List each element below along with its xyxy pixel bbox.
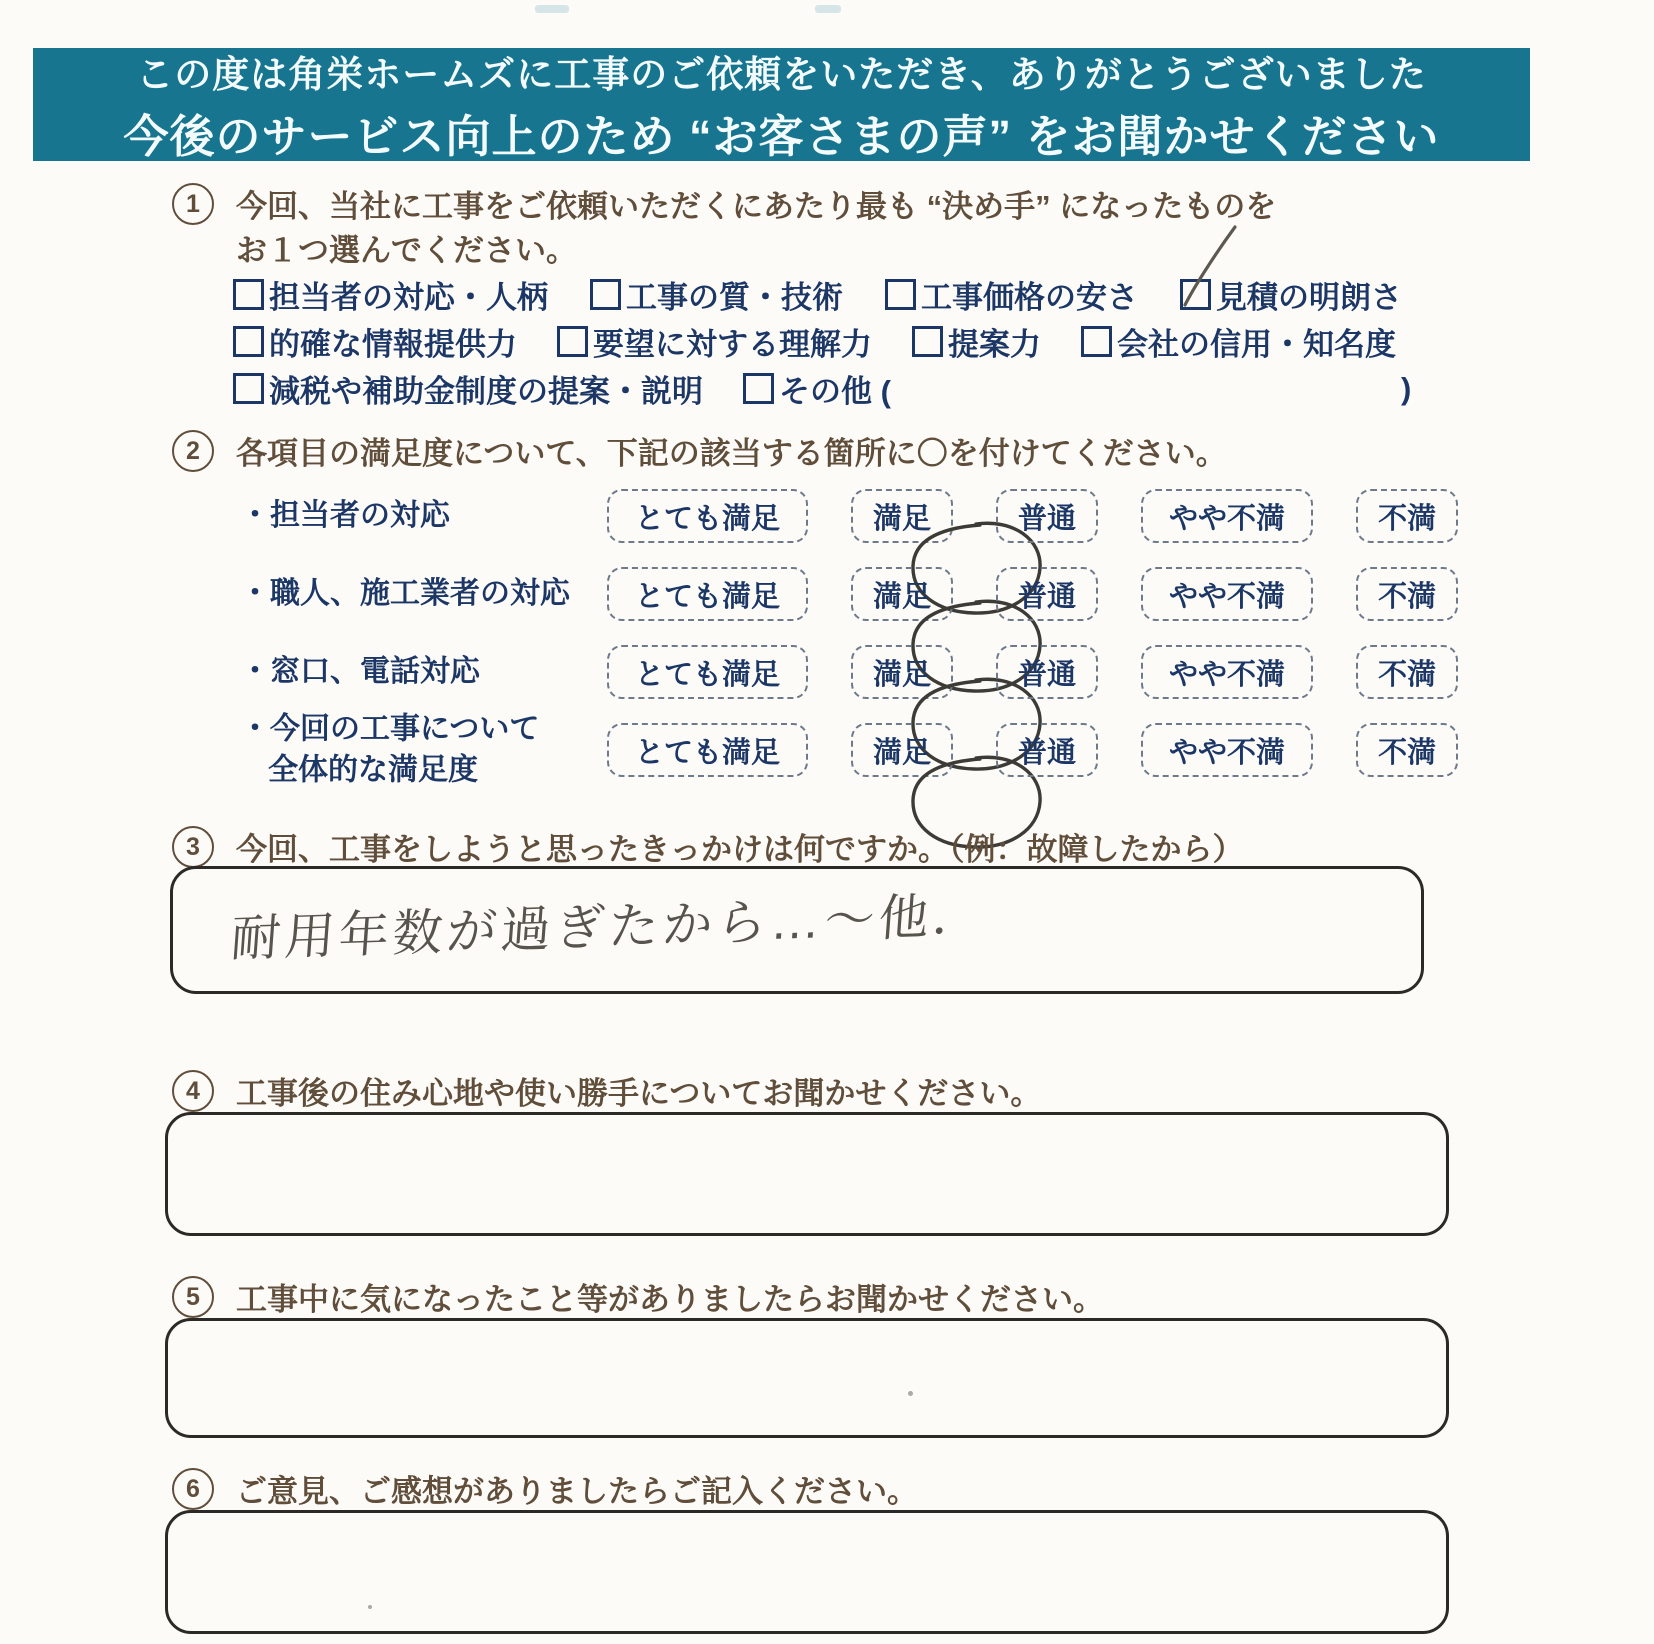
pill-manzoku[interactable]: 満足 xyxy=(851,567,953,621)
rating-row-madoguchi xyxy=(0,644,1654,700)
other-close-paren: ) xyxy=(1400,370,1412,406)
pill-totemo-manzoku[interactable]: とても満足 xyxy=(607,489,808,543)
checkbox-icon[interactable] xyxy=(743,373,774,404)
question-4-number: 4 xyxy=(172,1070,214,1112)
pill-yaya-fuman[interactable]: やや不満 xyxy=(1141,567,1313,621)
q6-answer-box[interactable] xyxy=(165,1510,1449,1634)
question-3-prompt: 今回、工事をしようと思ったきっかけは何ですか。（例：故障したから） xyxy=(236,832,1244,867)
pill-yaya-fuman[interactable]: やや不満 xyxy=(1141,723,1313,777)
checkbox-icon[interactable] xyxy=(885,279,916,310)
checkbox-icon[interactable] xyxy=(233,373,264,404)
pill-futsuu[interactable]: 普通 xyxy=(996,723,1098,777)
checkbox-teianryoku[interactable]: 提案力 xyxy=(912,319,1041,364)
question-2-heading xyxy=(172,432,1227,476)
scan-artifact xyxy=(535,5,569,13)
scan-speck xyxy=(368,1605,372,1609)
q1-options-row1 xyxy=(233,272,1402,317)
q1-options-row2 xyxy=(233,319,1396,364)
checkbox-sonota[interactable]: その他 ( xyxy=(743,366,891,411)
pill-yaya-fuman[interactable]: やや不満 xyxy=(1141,489,1313,543)
pill-manzoku[interactable]: 満足 xyxy=(851,723,953,777)
checkbox-youbou-rikai[interactable]: 要望に対する理解力 xyxy=(557,319,872,364)
checkbox-icon[interactable] xyxy=(912,326,943,357)
checkbox-kouji-shitsu[interactable]: 工事の質・技術 xyxy=(590,272,843,317)
pill-totemo-manzoku[interactable]: とても満足 xyxy=(607,723,808,777)
checkbox-icon[interactable] xyxy=(590,279,621,310)
question-6-number: 6 xyxy=(172,1468,214,1510)
rating-row-shokunin xyxy=(0,566,1654,622)
pill-yaya-fuman[interactable]: やや不満 xyxy=(1141,645,1313,699)
q3-answer-box[interactable] xyxy=(170,866,1424,994)
checkbox-icon[interactable] xyxy=(1180,279,1211,310)
pill-fuman[interactable]: 不満 xyxy=(1356,567,1458,621)
rating-label: ・職人、施工業者の対応 xyxy=(240,576,570,610)
checkbox-icon[interactable] xyxy=(233,326,264,357)
question-1-number: 1 xyxy=(172,183,214,225)
rating-label: ・窓口、電話対応 xyxy=(240,654,480,688)
checkbox-jouhou-teikyou[interactable]: 的確な情報提供力 xyxy=(233,319,517,364)
pill-futsuu[interactable]: 普通 xyxy=(996,567,1098,621)
question-1-prompt: 今回、当社に工事をご依頼いただくにあたり最も “決め手” になったものを お１つ選んでください。 xyxy=(236,189,1277,269)
checkbox-icon[interactable] xyxy=(1081,326,1112,357)
rating-pills xyxy=(607,644,1458,700)
question-4-prompt: 工事後の住み心地や使い勝手についてお聞かせください。 xyxy=(236,1076,1042,1111)
pill-totemo-manzoku[interactable]: とても満足 xyxy=(607,567,808,621)
pill-manzoku[interactable]: 満足 xyxy=(851,489,953,543)
q5-answer-box[interactable] xyxy=(165,1318,1449,1438)
scan-artifact xyxy=(815,5,841,13)
checkbox-kouji-kakaku[interactable]: 工事価格の安さ xyxy=(885,272,1138,317)
header-line1: この度は角栄ホームズに工事のご依頼をいただき、ありがとうございました xyxy=(136,54,1427,95)
rating-row-zentai xyxy=(0,712,1654,786)
question-5-number: 5 xyxy=(172,1276,214,1318)
pill-fuman[interactable]: 不満 xyxy=(1356,723,1458,777)
checkbox-tantousha-taiou[interactable]: 担当者の対応・人柄 xyxy=(233,272,548,317)
question-2-number: 2 xyxy=(172,430,214,472)
question-5-prompt: 工事中に気になったこと等がありましたらお聞かせください。 xyxy=(236,1282,1104,1317)
scan-speck xyxy=(908,1391,913,1396)
pill-totemo-manzoku[interactable]: とても満足 xyxy=(607,645,808,699)
question-2-prompt: 各項目の満足度について、下記の該当する箇所に〇を付けてください。 xyxy=(236,436,1227,471)
rating-pills xyxy=(607,488,1458,544)
checkbox-icon[interactable] xyxy=(557,326,588,357)
checkbox-kaisha-shinyou[interactable]: 会社の信用・知名度 xyxy=(1081,319,1396,364)
pill-futsuu[interactable]: 普通 xyxy=(996,489,1098,543)
pill-fuman[interactable]: 不満 xyxy=(1356,489,1458,543)
rating-label: ・担当者の対応 xyxy=(240,498,450,532)
q1-options-row3 xyxy=(233,366,1411,411)
checkbox-mitsumori-meirousa[interactable]: 見積の明朗さ xyxy=(1180,272,1402,317)
q4-answer-box[interactable] xyxy=(165,1112,1449,1236)
header-banner xyxy=(33,48,1530,161)
question-6-heading xyxy=(172,1470,918,1514)
header-line2: 今後のサービス向上のため “お客さまの声” をお聞かせください xyxy=(123,111,1440,162)
checkbox-genzei-hojokin[interactable]: 減税や補助金制度の提案・説明 xyxy=(233,366,703,411)
rating-label: ・今回の工事について 全体的な満足度 xyxy=(240,712,540,786)
rating-pills xyxy=(607,566,1458,622)
pill-fuman[interactable]: 不満 xyxy=(1356,645,1458,699)
question-1-heading xyxy=(172,185,1276,273)
question-3-number: 3 xyxy=(172,826,214,868)
pill-manzoku[interactable]: 満足 xyxy=(851,645,953,699)
checkbox-icon[interactable] xyxy=(233,279,264,310)
pill-futsuu[interactable]: 普通 xyxy=(996,645,1098,699)
rating-row-tantousha xyxy=(0,488,1654,544)
rating-pills xyxy=(607,722,1458,778)
question-6-prompt: ご意見、ご感想がありましたらご記入ください。 xyxy=(236,1474,918,1509)
question-5-heading xyxy=(172,1278,1104,1322)
question-4-heading xyxy=(172,1072,1041,1116)
handwritten-answer: 耐用年数が過ぎたから…〜他． xyxy=(228,887,989,967)
